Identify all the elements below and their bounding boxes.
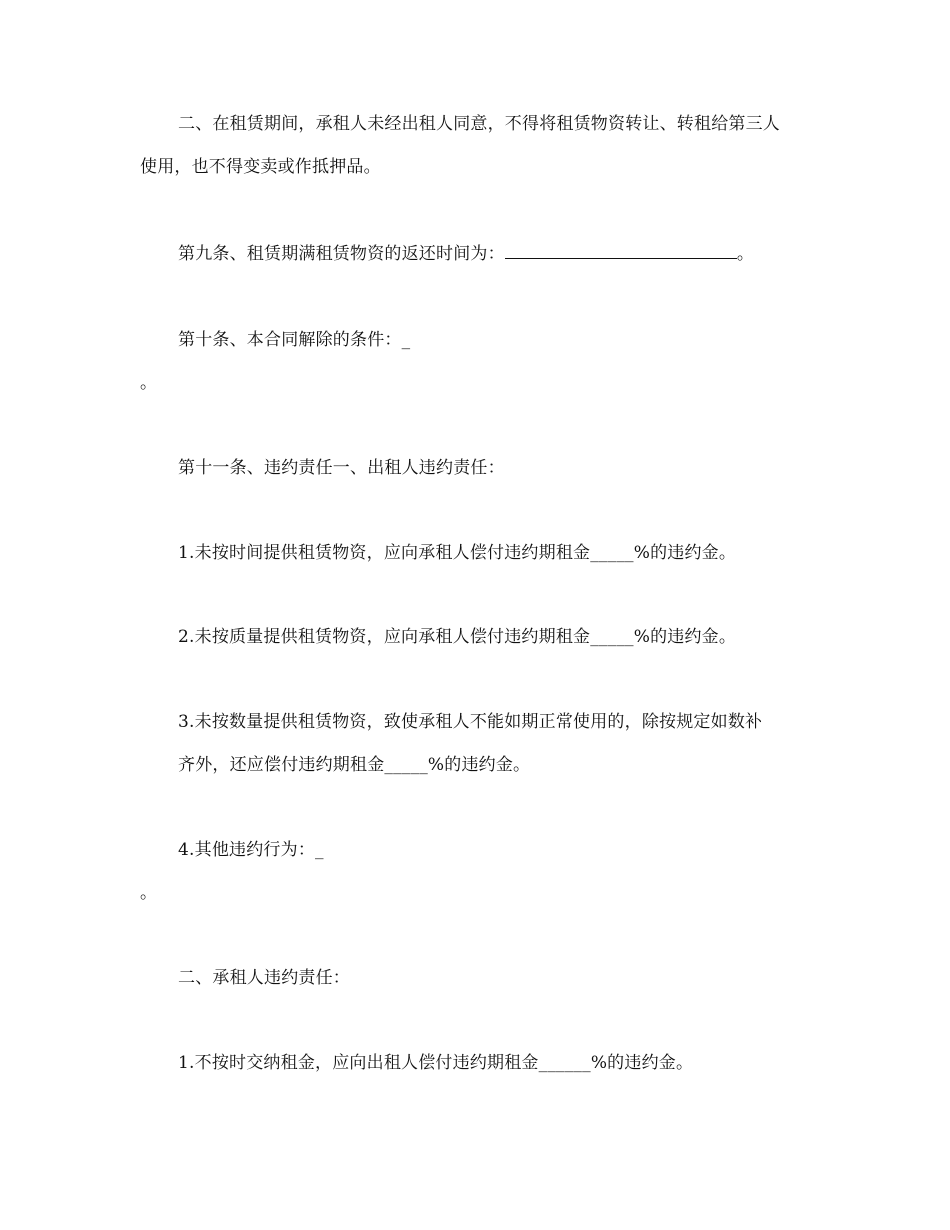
clause-10-line: 第十条、本合同解除的条件：_: [178, 330, 411, 350]
list-item: 3.未按数量提供租赁物资，致使承租人不能如期正常使用的，除按规定如数补: [178, 712, 763, 732]
list-item: 1.未按时间提供租赁物资，应向承租人偿付违约期租金_____%的违约金。: [178, 543, 737, 563]
clause-9-suffix: 。: [736, 244, 755, 264]
paragraph-line: 。: [140, 373, 158, 393]
clause-11-heading: 第十一条、违约责任一、出租人违约责任：: [178, 458, 505, 478]
paragraph-line: 二、在租赁期间，承租人未经出租人同意，不得将租赁物资转让、转租给第三人: [178, 114, 780, 134]
clause-9-text: 第九条、租赁期满租赁物资的返还时间为：: [178, 244, 505, 264]
list-item-continued: 齐外，还应偿付违约期租金_____%的违约金。: [178, 755, 531, 775]
clause-9-line: [178, 242, 754, 266]
paragraph-line: 使用，也不得变卖或作抵押品。: [140, 157, 381, 177]
list-item: 1.不按时交纳租金，应向出租人偿付违约期租金______%的违约金。: [178, 1053, 694, 1073]
fill-in-blank: [505, 242, 737, 259]
paragraph-line: 。: [140, 883, 158, 903]
list-item: 4.其他违约行为：_: [178, 840, 324, 860]
section-heading: 二、承租人违约责任：: [178, 968, 350, 988]
list-item: 2.未按质量提供租赁物资，应向承租人偿付违约期租金_____%的违约金。: [178, 627, 737, 647]
